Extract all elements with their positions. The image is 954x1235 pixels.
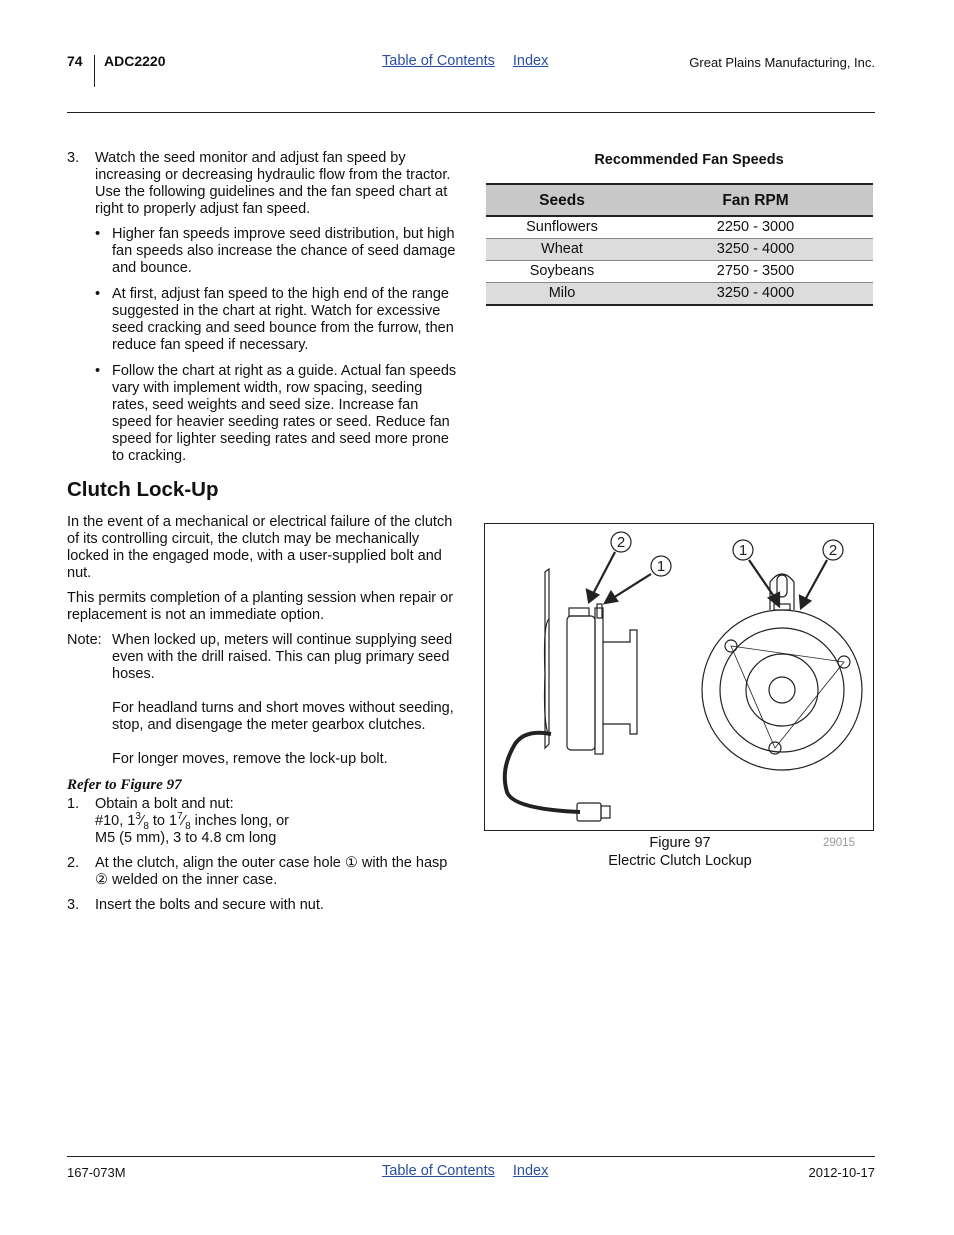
- step-text: Obtain a bolt and nut:: [95, 796, 234, 812]
- table-row: [486, 261, 873, 283]
- column-header: Fan RPM: [638, 184, 873, 216]
- clutch-illustration: [485, 524, 875, 832]
- step-1: [67, 796, 457, 847]
- table-cell: Milo: [486, 283, 638, 306]
- toc-link[interactable]: Table of Contents: [382, 1163, 495, 1179]
- bullet-text: At first, adjust fan speed to the high end of the range suggested in the chart at right. Watch for excessive seed cracking and seed bounce from the furrow, then reduce fan speed if necessary.: [112, 286, 454, 353]
- callout-number: 2: [616, 534, 626, 551]
- left-column: [67, 150, 457, 922]
- step-number: 1.: [67, 796, 80, 812]
- model-name: ADC2220: [104, 53, 166, 69]
- figure-reference: Refer to Figure 97: [67, 777, 182, 793]
- step-text: Watch the seed monitor and adjust fan speed by increasing or decreasing hydraulic flow from the tractor. Use the following guidelines and the fan speed chart at right to properly adjust fan speed.: [95, 150, 451, 217]
- section-title: Clutch Lock-Up: [67, 478, 219, 501]
- bullet-glyph: •: [95, 286, 101, 302]
- table-cell: 3250 - 4000: [638, 239, 873, 261]
- bullet-glyph: •: [95, 363, 101, 379]
- step-3-insert: [67, 897, 457, 914]
- table-cell: Sunflowers: [486, 216, 638, 239]
- bullet-glyph: •: [95, 226, 101, 242]
- header-rule: [67, 112, 875, 113]
- figure-image-id: 29015: [823, 837, 855, 849]
- step-text: At the clutch, align the outer case hole ① with the hasp ② welded on the inner case.: [95, 855, 448, 888]
- step-number: 3.: [67, 897, 80, 913]
- figure-frame: [484, 523, 874, 831]
- callout-number: 1: [738, 542, 748, 559]
- callout-number: 2: [828, 542, 838, 559]
- figure-caption-number: Figure 97: [649, 835, 711, 851]
- table-cell: Wheat: [486, 239, 638, 261]
- step-number: 2.: [67, 855, 80, 871]
- index-link[interactable]: Index: [512, 53, 549, 69]
- note-text: For longer moves, remove the lock-up bolt.: [112, 751, 388, 767]
- document-date: 2012-10-17: [808, 1165, 875, 1180]
- bullet-item: [95, 286, 457, 354]
- bolt-size-imperial: #10, $1^3⁄_8$ to $1^7⁄_8$ inches long, or: [95, 811, 289, 832]
- bullet-text: Higher fan speeds improve seed distribution, but high fan speeds also increase the chance of seed damage and bounce.: [112, 226, 456, 276]
- step-text: Insert the bolts and secure with nut.: [95, 897, 324, 913]
- bolt-size-metric: M5 (5 mm), 3 to 4.8 cm long: [95, 830, 277, 846]
- table-header-row: [486, 184, 873, 216]
- note-label: Note:: [67, 632, 102, 648]
- document-number: 167-073M: [67, 1165, 126, 1180]
- header-links: [382, 53, 562, 70]
- table-row: [486, 283, 873, 306]
- header-divider: [94, 55, 95, 87]
- paragraph: In the event of a mechanical or electrical failure of the clutch of its controlling circuit, the clutch may be mechanically locked in the engaged mode, with a user-supplied bolt and nut.: [67, 514, 453, 581]
- bullet-item: [95, 226, 457, 277]
- note-text: For headland turns and short moves without seeding, stop, and disengage the meter gearbox clutches.: [112, 700, 454, 733]
- footer-links: [382, 1163, 562, 1180]
- table-row: [486, 216, 873, 239]
- toc-link[interactable]: Table of Contents: [382, 53, 495, 69]
- step-3: [67, 150, 457, 218]
- table-cell: Soybeans: [486, 261, 638, 283]
- callout-number: 1: [656, 558, 666, 575]
- note-block: [67, 632, 457, 768]
- table-title: Recommended Fan Speeds: [594, 152, 784, 168]
- fan-speed-table: [486, 183, 873, 306]
- step-2: [67, 855, 457, 889]
- paragraph: This permits completion of a planting session when repair or replacement is not an immediate option.: [67, 590, 454, 623]
- step-number: 3.: [67, 150, 80, 166]
- bullet-text: Follow the chart at right as a guide. Actual fan speeds vary with implement width, row spacing, seeding rates, seed weights and seed size. Increase fan speed for heavier seeding rates or seed. Reduce fan speed for lighter seeding rates and seed more prone to cracking.: [112, 363, 457, 464]
- table-cell: 3250 - 4000: [638, 283, 873, 306]
- note-text: When locked up, meters will continue supplying seed even with the drill raised. This can plug primary seed hoses.: [112, 632, 453, 682]
- table-row: [486, 239, 873, 261]
- company-name: Great Plains Manufacturing, Inc.: [689, 55, 875, 70]
- page-number: 74: [67, 53, 83, 69]
- column-header: Seeds: [486, 184, 638, 216]
- table-cell: 2250 - 3000: [638, 216, 873, 239]
- index-link[interactable]: Index: [512, 1163, 549, 1179]
- footer-rule: [67, 1156, 875, 1157]
- bullet-item: [95, 363, 457, 465]
- figure-caption-title: Electric Clutch Lockup: [608, 853, 752, 869]
- table-cell: 2750 - 3500: [638, 261, 873, 283]
